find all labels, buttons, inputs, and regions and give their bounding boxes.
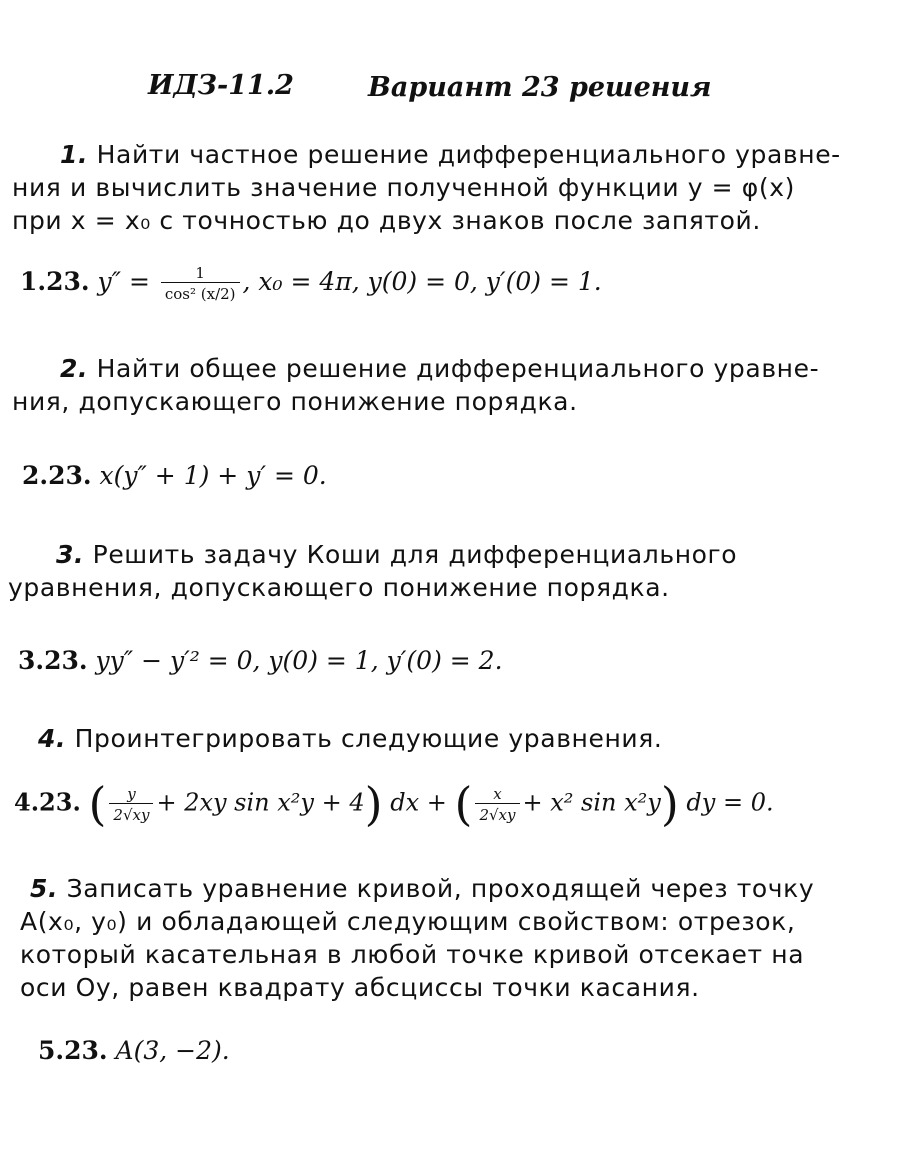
task5-number: 5. — [30, 874, 59, 903]
task5-line2: A(x₀, y₀) и обладающей следующим свойством: отрезок, — [20, 907, 796, 936]
task5-line1 — [30, 872, 814, 905]
eq4-dx: dx + — [390, 788, 447, 817]
task1-line3: при x = x₀ с точностью до двух знаков после запятой. — [12, 206, 761, 235]
eq4-open-paren-1: ( — [88, 777, 107, 831]
task1-line1 — [60, 138, 841, 171]
task4-line1 — [38, 722, 662, 755]
doc-code: ИДЗ-11.2 — [148, 70, 294, 101]
task1-number: 1. — [60, 140, 89, 169]
eq3-body: yy″ − y′² = 0, y(0) = 1, y′(0) = 2. — [95, 646, 503, 675]
task3-number: 3. — [56, 540, 85, 569]
task1-text1: Найти частное решение дифференциального уравне- — [96, 140, 841, 169]
task3-text1: Решить задачу Коши для дифференциального — [92, 540, 738, 569]
eq4-numerator-2: x — [493, 784, 502, 803]
task5-line4: оси Oy, равен квадрату абсциссы точки касания. — [20, 973, 700, 1002]
equation-4-23 — [14, 777, 774, 831]
eq1-numerator: 1 — [195, 264, 205, 282]
equation-1-23 — [20, 264, 602, 303]
task2-number: 2. — [60, 354, 89, 383]
eq4-label: 4.23. — [14, 787, 81, 817]
task3-line2: уравнения, допускающего понижение порядка. — [8, 573, 670, 602]
eq4-dy: dy = 0. — [686, 788, 774, 817]
task1-line2: ния и вычислить значение полученной функции y = φ(x) — [12, 173, 795, 202]
eq1-lhs: y″ = — [97, 267, 150, 296]
task2-text1: Найти общее решение дифференциального уравне- — [96, 354, 820, 383]
eq1-denominator: cos² (x/2) — [161, 282, 240, 303]
equation-3-23 — [18, 646, 503, 675]
task5-text1: Записать уравнение кривой, проходящей через точку — [66, 874, 815, 903]
eq1-conditions: , x₀ = 4π, y(0) = 0, y′(0) = 1. — [242, 267, 602, 296]
eq4-numerator-1: y — [127, 784, 136, 803]
eq5-label: 5.23. — [38, 1036, 108, 1065]
task4-text1: Проинтегрировать следующие уравнения. — [74, 724, 663, 753]
eq1-fraction — [161, 264, 240, 303]
eq3-label: 3.23. — [18, 646, 88, 675]
eq5-body: A(3, −2). — [115, 1036, 230, 1065]
task5-line3: который касательная в любой точке кривой отсекает на — [20, 940, 805, 969]
eq4-denominator-1: 2√xy — [109, 803, 153, 824]
task2-line1 — [60, 352, 819, 385]
eq4-close-paren-1: ) — [364, 777, 383, 831]
eq4-fraction-1 — [109, 785, 153, 824]
eq1-label: 1.23. — [20, 267, 90, 296]
eq4-term-1: + 2xy sin x²y + 4 — [156, 788, 365, 817]
equation-5-23 — [38, 1036, 230, 1065]
eq4-term-2: + x² sin x²y — [522, 788, 661, 817]
eq4-denominator-2: 2√xy — [475, 803, 519, 824]
task4-number: 4. — [38, 724, 67, 753]
eq4-open-paren-2: ( — [454, 777, 473, 831]
variant-title: Вариант 23 решения — [368, 72, 712, 103]
equation-2-23 — [22, 461, 327, 490]
eq2-body: x(y″ + 1) + y′ = 0. — [99, 461, 327, 490]
eq2-label: 2.23. — [22, 461, 92, 490]
task2-line2: ния, допускающего понижение порядка. — [12, 387, 578, 416]
eq4-fraction-2 — [475, 785, 519, 824]
task3-line1 — [56, 538, 737, 571]
eq4-close-paren-2: ) — [660, 777, 679, 831]
